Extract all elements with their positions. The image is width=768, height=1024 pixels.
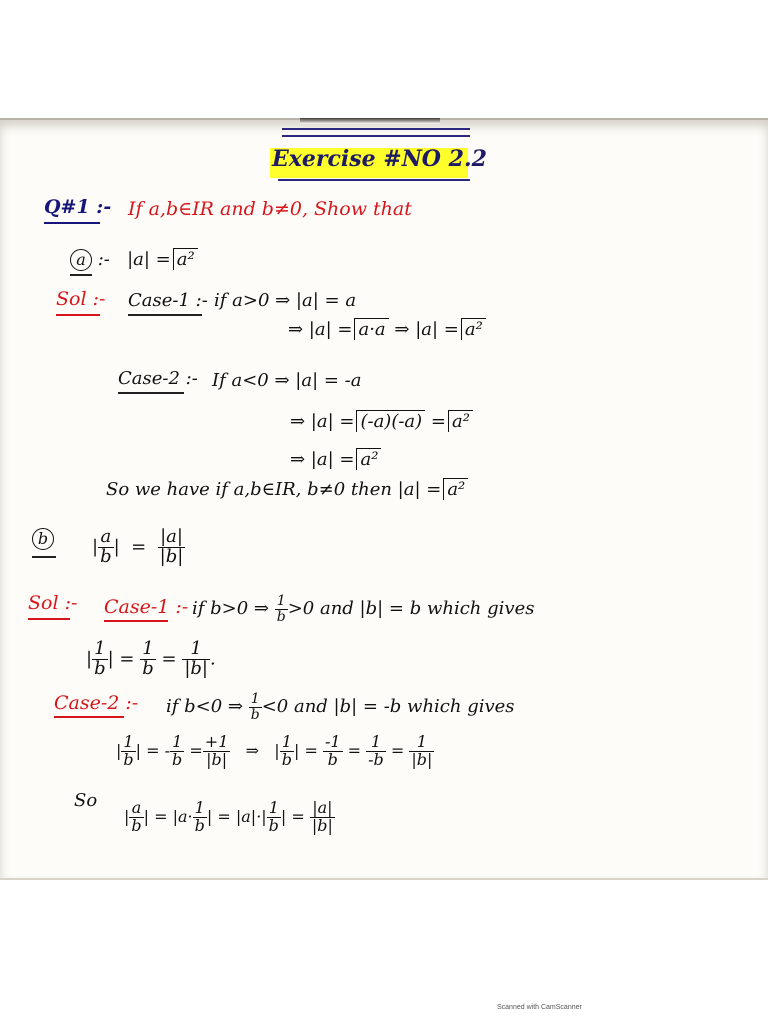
part-a-case2-line2 — [290, 410, 473, 432]
part-b-underline — [32, 556, 56, 558]
part-b-case2-text-b: <0 and |b| = -b which gives — [261, 696, 515, 718]
part-b-case2-r7-den: |b| — [411, 749, 433, 769]
part-b-case2-frac-den: b — [250, 706, 260, 723]
title-bottom-rule — [278, 179, 470, 181]
part-a-case2-label: Case-2 :- — [118, 368, 198, 389]
part-b-case2-text — [166, 692, 515, 722]
part-a-stmt-left: |a| = — [127, 249, 171, 270]
part-b-case2-frac-num: 1 — [249, 692, 262, 708]
part-a-case2-line3-rad: a² — [356, 448, 381, 470]
part-b-case2-r4-den: b — [281, 749, 292, 769]
part-b-sol-label: Sol :- — [28, 592, 78, 614]
part-b-case1-text — [192, 594, 534, 624]
part-b-case2-r1-num: 1 — [121, 734, 135, 752]
part-a-case1-line1: if a>0 ⇒ |a| = a — [214, 290, 357, 311]
part-b-stmt-num: a — [98, 528, 114, 548]
part-a-circle: a — [70, 249, 92, 271]
part-a-case2-line1: If a<0 ⇒ |a| = -a — [212, 370, 362, 391]
part-a-case1-underline — [128, 314, 202, 316]
part-a-stmt-rad: a² — [173, 248, 198, 270]
part-b-case2-r6-den: -b — [368, 749, 384, 769]
part-b-case1-text-a: if b>0 ⇒ — [192, 598, 270, 620]
part-b-circle-wrap — [32, 528, 54, 550]
part-b-case2-r6-num: 1 — [366, 734, 386, 752]
part-b-stmt-den: b — [100, 545, 112, 567]
part-a-sol-underline — [56, 314, 100, 316]
part-b-so-f3-num: 1 — [267, 800, 281, 818]
part-b-case2-res-arrow: ⇒ — [245, 740, 260, 760]
part-b-so-label: So — [74, 790, 98, 811]
part-b-circle: b — [32, 528, 54, 550]
part-b-case2-r2-den: b — [172, 749, 183, 769]
part-b-case1-label: Case-1 :- — [104, 596, 189, 618]
title-top-rule — [282, 128, 470, 130]
part-a-underline — [70, 274, 92, 276]
part-b-case1-res-den2: b — [142, 657, 154, 679]
part-b-case2-result: | $\frac{1}{b}$ | = - $\frac{1}{b}$ = $\frac{+1}{|b|}$ ⇒ | $\frac{1}{b}$ | = $\frac{-1}{b}$ = $\frac{1}{-b}$ = $\frac{1}{|b|}$ — [116, 732, 433, 769]
part-b-sol-underline — [28, 618, 70, 620]
part-b-so-line: | $\frac{a}{b}$ | = |a· $\frac{1}{b}$ | = |a|·| $\frac{1}{b}$ | = $\frac{|a|}{|b|}$ — [124, 798, 333, 835]
part-b-so-eq1-end: | — [206, 806, 213, 826]
part-b-case2-r5-den: b — [327, 749, 338, 769]
part-b-case2-res-b: = — [189, 740, 203, 760]
part-b-case2-res-a: = - — [146, 740, 171, 760]
part-b-stmt-eq: = — [131, 536, 147, 558]
part-b-case2-text-a: if b<0 ⇒ — [166, 696, 244, 718]
part-b-case2-res-e: = — [347, 740, 362, 760]
part-b-case1-result: | $\frac{1}{b}$ | = $\frac{1}{b}$ = $\frac{1}{|b|}$ . — [86, 638, 216, 679]
part-b-case2-underline — [54, 716, 124, 718]
part-b-so-f2-den: b — [194, 815, 205, 835]
part-b-case1-res-eq1: = — [119, 648, 135, 670]
part-b-statement: | $\frac{a}{b}$ | = $\frac{|a|}{|b|}$ — [92, 526, 184, 567]
part-b-so-eq2: = |a|· — [217, 806, 262, 826]
part-b-case2-r5-num: -1 — [324, 732, 341, 751]
part-b-case2-r7-num: 1 — [409, 734, 434, 752]
part-b-so-f4-den: |b| — [311, 815, 333, 835]
part-b-case2-r2-num: 1 — [170, 734, 184, 752]
part-a-case1-line2-rad1: a·a — [354, 318, 388, 340]
part-b-so-eq1: = |a· — [154, 806, 193, 826]
part-a-statement — [70, 248, 198, 271]
part-b-case1-frac-num: 1 — [275, 594, 288, 610]
part-b-case1-res-den1: b — [94, 657, 106, 679]
part-a-case1-line2-left: ⇒ |a| = — [288, 319, 353, 340]
part-a-case2-line2-rad1: (-a)(-a) — [356, 410, 425, 432]
part-a-case2-line2-mid: = — [430, 411, 447, 432]
title-top-rule-2 — [282, 135, 470, 137]
part-b-case1-frac-den: b — [276, 608, 286, 625]
part-a-case2-underline — [118, 392, 184, 394]
part-a-case2-line2-left: ⇒ |a| = — [290, 411, 355, 432]
part-a-case1-label: Case-1 :- — [128, 290, 208, 311]
part-b-case2-res-d: = — [304, 740, 318, 760]
part-b-case1-text-b: >0 and |b| = b which gives — [287, 598, 535, 620]
part-b-case1-res-num2: 1 — [140, 640, 156, 660]
part-a-case1-line2 — [288, 318, 486, 340]
part-b-case2-res-f: = — [390, 740, 405, 760]
part-a-conclusion-left: So we have if a,b∈IR, b≠0 then |a| = — [106, 479, 442, 500]
part-b-case1-underline — [104, 620, 168, 622]
part-b-stmt-rden: |b| — [159, 545, 184, 567]
part-b-so-f4-num: |a| — [310, 800, 335, 818]
question-label: Q#1 :- — [44, 196, 112, 218]
scanner-watermark: Scanned with CamScanner — [497, 1004, 582, 1011]
part-b-case1-res-num1: 1 — [92, 640, 108, 660]
part-a-case2-line3-left: ⇒ |a| = — [290, 449, 355, 470]
part-a-case1-line2-rad2: a² — [461, 318, 486, 340]
part-b-case1-res-num3: 1 — [182, 640, 210, 660]
part-b-so-eq3: = — [291, 806, 305, 826]
part-b-so-f2-num: 1 — [193, 800, 207, 818]
part-a-conclusion-rad: a² — [443, 478, 468, 500]
part-b-case2-r4-num: 1 — [280, 734, 294, 752]
part-a-sep: :- — [97, 249, 110, 270]
part-a-case1-line2-mid: ⇒ |a| = — [394, 319, 459, 340]
part-a-case2-line3 — [290, 448, 381, 470]
part-b-case2-label: Case-2 :- — [54, 692, 139, 714]
page-title: Exercise #NO 2.2 — [272, 146, 487, 172]
part-b-case2-r3-num: +1 — [204, 732, 229, 751]
part-b-case2-r3-den: |b| — [206, 749, 228, 769]
question-text: If a,b∈IR and b≠0, Show that — [128, 198, 412, 220]
part-a-conclusion — [106, 478, 468, 500]
part-b-case1-res-eq2: = — [161, 648, 177, 670]
part-a-case2-line2-rad2: a² — [448, 410, 473, 432]
part-b-so-f3-den: b — [268, 815, 279, 835]
page-fold-shadow — [300, 118, 440, 124]
part-b-case2-r1-den: b — [123, 749, 134, 769]
part-b-so-f1-num: a — [129, 800, 143, 818]
question-underline — [44, 222, 100, 224]
part-a-sol-label: Sol :- — [56, 288, 106, 310]
part-b-stmt-rnum: |a| — [158, 528, 186, 548]
part-b-case1-res-dot: . — [209, 648, 216, 670]
part-b-case1-res-den3: |b| — [184, 657, 208, 679]
part-b-so-f1-den: b — [131, 815, 142, 835]
